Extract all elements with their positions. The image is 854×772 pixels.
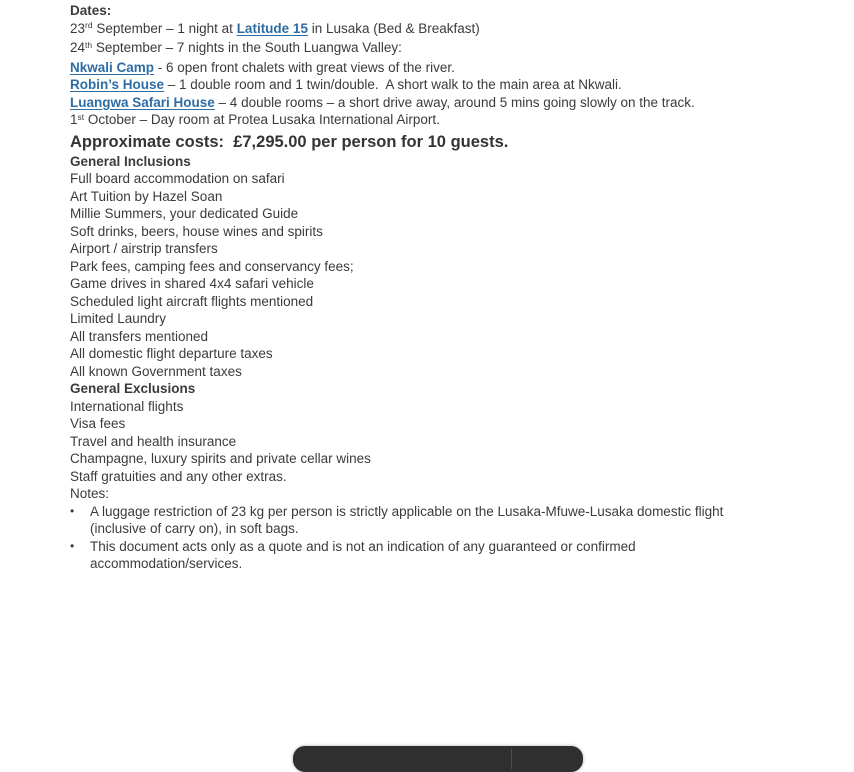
date-day: 24 xyxy=(70,40,86,55)
inclusion-item: Millie Summers, your dedicated Guide xyxy=(70,206,299,221)
inclusion-item: Airport / airstrip transfers xyxy=(70,241,218,256)
date-line-september-24 xyxy=(70,39,810,59)
bullet-icon: • xyxy=(70,538,75,553)
inclusion-item: All transfers mentioned xyxy=(70,328,209,344)
date-day: 1 xyxy=(70,112,78,127)
date-line-october-1 xyxy=(70,111,810,131)
inclusion-item: All known Government taxes xyxy=(70,363,242,379)
exclusion-item: Visa fees xyxy=(70,416,126,431)
note-text xyxy=(90,503,810,538)
camp-description: – 4 double rooms – a short drive away, around 5 mins going slowly on the track. xyxy=(214,94,695,110)
exclusions-list xyxy=(70,398,810,486)
exclusion-item: Champagne, luxury spirits and private cellar wines xyxy=(70,451,371,466)
note-text-line: This document acts only as a quote and is not an indication of any guaranteed or confirmed xyxy=(90,538,636,554)
note-text-line: A luggage restriction of 23 kg per person is strictly applicable on the Lusaka-Mfuwe-Lusaka domestic flight xyxy=(90,503,724,519)
bullet-icon: • xyxy=(70,503,75,518)
luangwa-safari-house-link[interactable]: Luangwa Safari House xyxy=(70,94,215,110)
floating-toolbar[interactable] xyxy=(293,746,583,772)
date-text-after-link: in Lusaka (Bed & Breakfast) xyxy=(307,20,480,36)
exclusion-item: International flights xyxy=(70,398,184,414)
ordinal-superscript: rd xyxy=(85,20,93,30)
note-item-luggage xyxy=(70,503,810,538)
notes-list xyxy=(70,503,810,573)
date-text: October – Day room at Protea Lusaka International Airport. xyxy=(84,112,440,127)
inclusion-item: Game drives in shared 4x4 safari vehicle xyxy=(70,276,314,291)
latitude-15-link[interactable]: Latitude 15 xyxy=(236,20,308,36)
inclusion-item: Soft drinks, beers, house wines and spirits xyxy=(70,223,323,239)
exclusions-title: General Exclusions xyxy=(70,381,196,396)
nkwali-camp-link[interactable]: Nkwali Camp xyxy=(70,59,155,75)
inclusion-item: Full board accommodation on safari xyxy=(70,171,285,186)
robins-house-link[interactable]: Robin’s House xyxy=(70,77,165,92)
camp-line-robins-house xyxy=(70,76,810,94)
camp-line-nkwali xyxy=(70,59,810,77)
note-text-line: accommodation/services. xyxy=(90,556,243,571)
date-text: September – 7 nights in the South Luangwa Valley: xyxy=(92,40,402,55)
inclusion-item: Scheduled light aircraft flights mentioned xyxy=(70,293,314,309)
costs-heading: Approximate costs: £7,295.00 per person for 10 guests. xyxy=(70,132,509,151)
ordinal-superscript: st xyxy=(77,111,85,122)
camp-description: - 6 open front chalets with great views of the river. xyxy=(154,59,455,75)
exclusion-item: Staff gratuities and any other extras. xyxy=(70,468,287,484)
inclusion-item: Limited Laundry xyxy=(70,311,167,326)
camp-line-luangwa-safari-house xyxy=(70,94,810,112)
camp-description: – 1 double room and 1 twin/double. A short walk to the main area at Nkwali. xyxy=(164,77,622,92)
inclusion-item: Art Tuition by Hazel Soan xyxy=(70,188,223,204)
date-day: 23 xyxy=(70,20,86,36)
note-text xyxy=(90,538,810,573)
dates-heading: Dates: xyxy=(70,3,112,18)
date-text: September – 1 night at xyxy=(92,20,237,36)
toolbar-divider xyxy=(511,749,512,769)
exclusion-item: Travel and health insurance xyxy=(70,433,237,449)
inclusions-list xyxy=(70,170,810,380)
ordinal-superscript: th xyxy=(85,39,93,50)
notes-label: Notes: xyxy=(70,486,110,501)
note-item-quote-disclaimer xyxy=(70,538,810,573)
note-text-line: (inclusive of carry on), in soft bags. xyxy=(90,521,299,536)
inclusion-item: Park fees, camping fees and conservancy fees; xyxy=(70,258,354,274)
date-line-september-23 xyxy=(70,20,810,40)
inclusion-item: All domestic flight departure taxes xyxy=(70,346,273,361)
document-page xyxy=(70,2,810,573)
inclusions-title: General Inclusions xyxy=(70,153,191,169)
